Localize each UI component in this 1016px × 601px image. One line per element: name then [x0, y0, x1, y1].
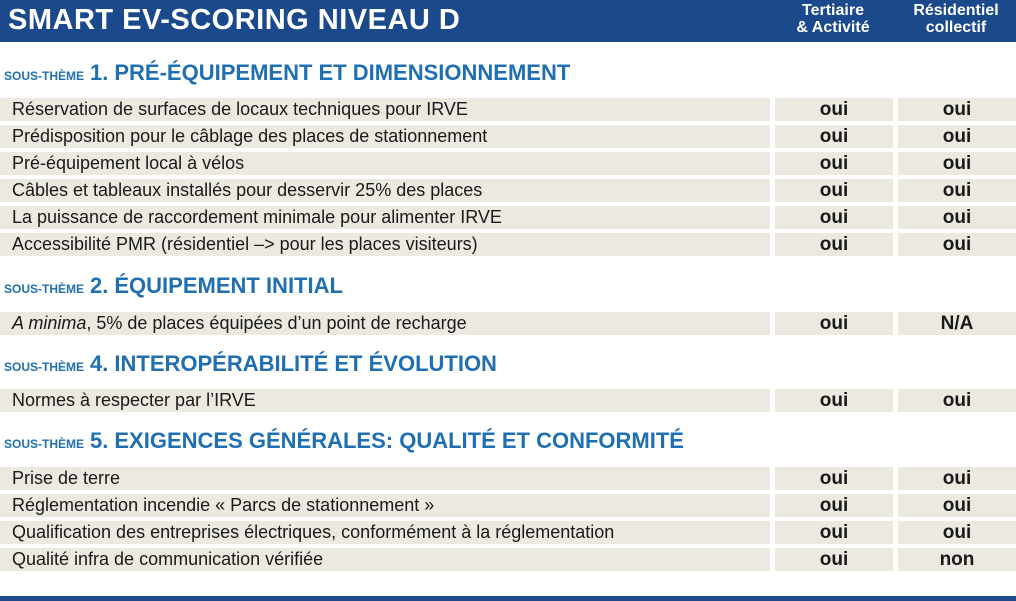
section-name: EXIGENCES GÉNÉRALES: QUALITÉ ET CONFORMITÉ — [114, 428, 684, 453]
value-residentiel: oui — [898, 206, 1016, 229]
value-residentiel: oui — [898, 98, 1016, 121]
value-tertiaire: oui — [775, 125, 893, 148]
table-title: SMART EV-SCORING NIVEAU D — [8, 4, 461, 36]
value-tertiaire: oui — [775, 389, 893, 412]
section-prefix: SOUS-THÈME — [4, 69, 85, 83]
value-tertiaire: oui — [775, 312, 893, 335]
table-row — [0, 494, 1016, 517]
table-row — [0, 179, 1016, 202]
value-residentiel: non — [898, 548, 1016, 571]
table-row — [0, 152, 1016, 175]
section-number: 4. — [90, 351, 109, 376]
row-label: Câbles et tableaux installés pour desservir 25% des places — [0, 179, 770, 202]
table-row — [0, 98, 1016, 121]
value-residentiel: oui — [898, 389, 1016, 412]
column-header-residentiel — [896, 2, 1016, 36]
section-prefix: SOUS-THÈME — [4, 282, 85, 296]
value-tertiaire: oui — [775, 467, 893, 490]
value-residentiel: oui — [898, 467, 1016, 490]
table-row — [0, 312, 1016, 335]
value-tertiaire: oui — [775, 521, 893, 544]
section-number: 1. — [90, 60, 109, 85]
row-label: Prédisposition pour le câblage des places de stationnement — [0, 125, 770, 148]
bottom-divider — [0, 596, 1016, 601]
column-header-line: collectif — [925, 19, 987, 36]
row-label: Prise de terre — [0, 467, 770, 490]
section-heading — [0, 351, 497, 381]
section-prefix: SOUS-THÈME — [4, 360, 85, 374]
section-name: PRÉ-ÉQUIPEMENT ET DIMENSIONNEMENT — [114, 60, 571, 85]
value-residentiel: oui — [898, 152, 1016, 175]
table-header — [0, 0, 1016, 42]
table-row — [0, 521, 1016, 544]
value-residentiel: oui — [898, 494, 1016, 517]
value-tertiaire: oui — [775, 152, 893, 175]
value-tertiaire: oui — [775, 548, 893, 571]
section-heading — [0, 273, 343, 303]
value-residentiel: oui — [898, 125, 1016, 148]
row-label: Qualité infra de communication vérifiée — [0, 548, 770, 571]
value-tertiaire: oui — [775, 494, 893, 517]
row-label-rest: , 5% de places équipées d’un point de recharge — [86, 313, 467, 333]
row-label: Pré-équipement local à vélos — [0, 152, 770, 175]
table-row — [0, 548, 1016, 571]
row-label: Réglementation incendie « Parcs de stationnement » — [0, 494, 770, 517]
section-number: 2. — [90, 273, 109, 298]
row-label: Qualification des entreprises électriques, conformément à la réglementation — [0, 521, 770, 544]
column-header-line: & Activité — [796, 19, 870, 36]
row-label-italic: A minima — [12, 313, 87, 333]
row-label — [0, 312, 770, 335]
column-header-tertiaire — [770, 2, 896, 36]
section-prefix: SOUS-THÈME — [4, 437, 85, 451]
column-header-line: Résidentiel — [913, 2, 999, 19]
row-label: Accessibilité PMR (résidentiel –> pour les places visiteurs) — [0, 233, 770, 256]
value-tertiaire: oui — [775, 206, 893, 229]
value-residentiel: oui — [898, 521, 1016, 544]
table-row — [0, 125, 1016, 148]
table-row — [0, 233, 1016, 256]
section-heading — [0, 428, 684, 458]
table-row — [0, 389, 1016, 412]
value-tertiaire: oui — [775, 179, 893, 202]
row-label: Réservation de surfaces de locaux techniques pour IRVE — [0, 98, 770, 121]
table-row — [0, 467, 1016, 490]
section-name: INTEROPÉRABILITÉ ET ÉVOLUTION — [114, 351, 497, 376]
section-name: ÉQUIPEMENT INITIAL — [114, 273, 343, 298]
value-residentiel: oui — [898, 179, 1016, 202]
table-row — [0, 206, 1016, 229]
value-residentiel: N/A — [898, 312, 1016, 335]
value-residentiel: oui — [898, 233, 1016, 256]
section-heading — [0, 60, 570, 90]
row-label: Normes à respecter par l’IRVE — [0, 389, 770, 412]
value-tertiaire: oui — [775, 98, 893, 121]
row-label: La puissance de raccordement minimale pour alimenter IRVE — [0, 206, 770, 229]
section-number: 5. — [90, 428, 109, 453]
column-header-line: Tertiaire — [802, 2, 864, 19]
value-tertiaire: oui — [775, 233, 893, 256]
